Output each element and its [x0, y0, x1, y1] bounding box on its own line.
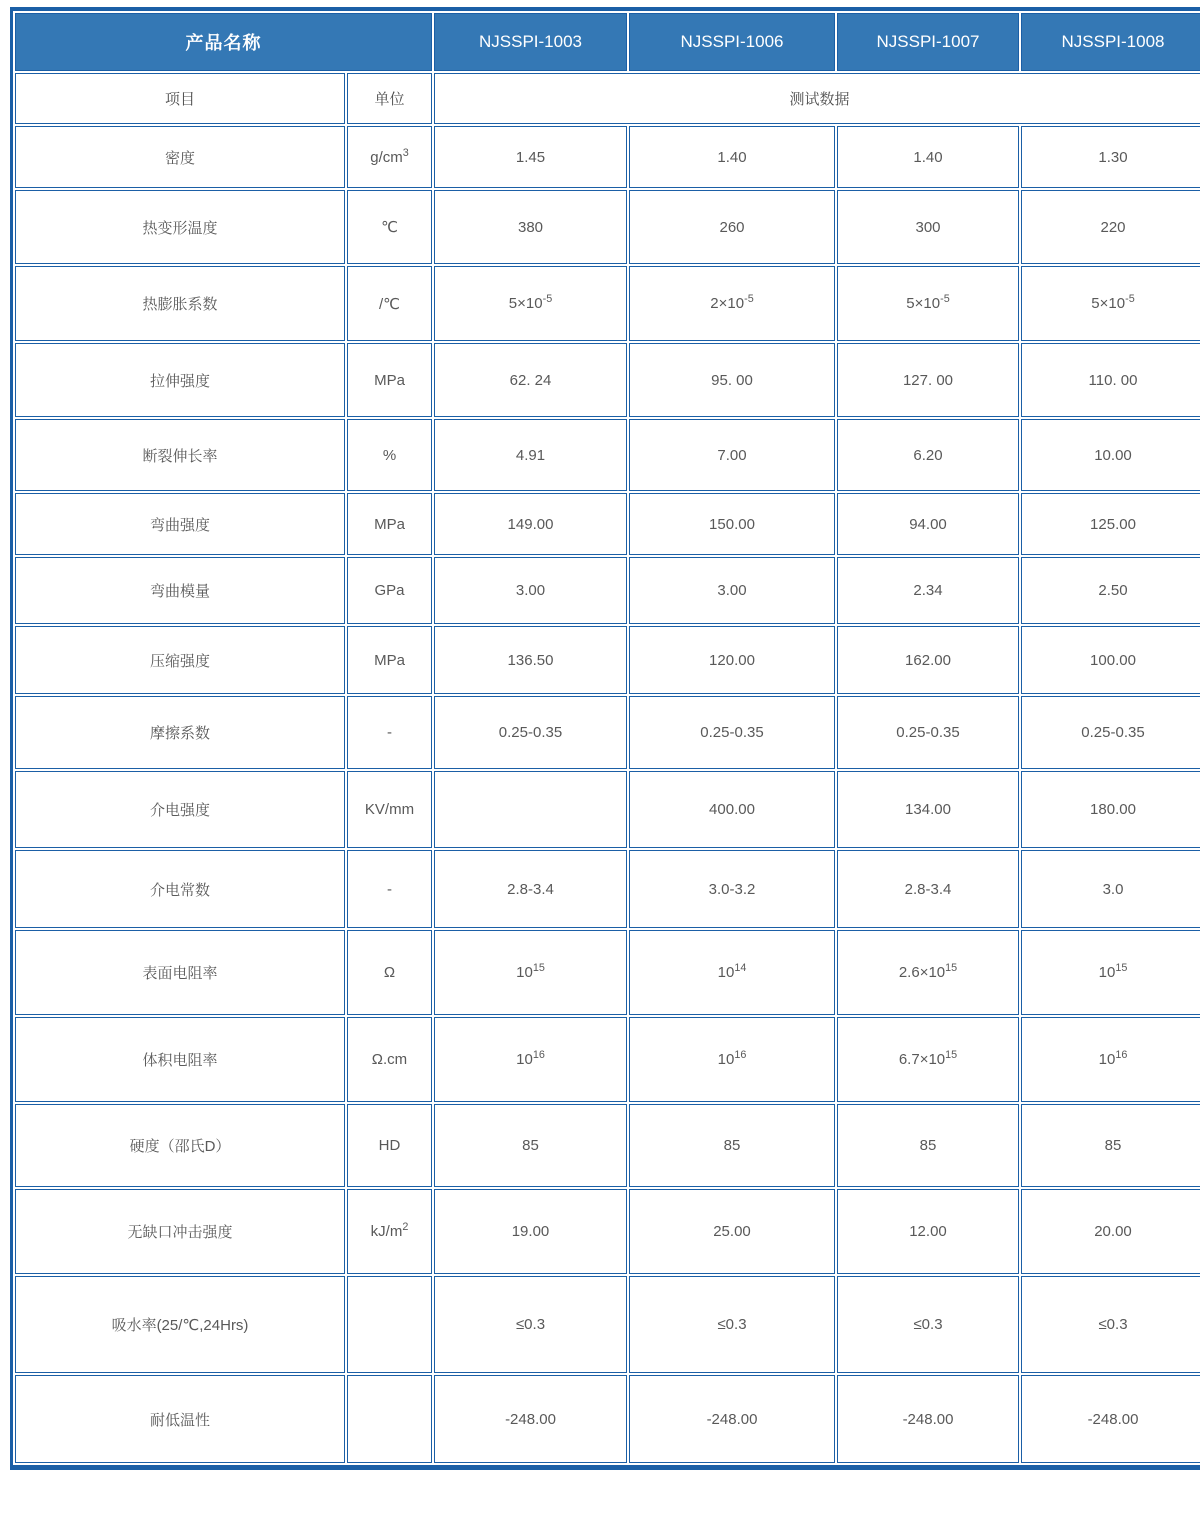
table-row: [15, 696, 1200, 769]
row-unit: -: [347, 850, 432, 928]
value-cell: 127. 00: [837, 343, 1019, 417]
row-unit: MPa: [347, 626, 432, 694]
value-cell: -248.00: [629, 1375, 835, 1463]
value-cell: ≤0.3: [837, 1276, 1019, 1373]
subheader-row: [15, 73, 1200, 124]
value-cell: ≤0.3: [629, 1276, 835, 1373]
value-cell: -248.00: [434, 1375, 627, 1463]
table-row: [15, 266, 1200, 341]
value-cell: 100.00: [1021, 626, 1200, 694]
value-cell: 3.0-3.2: [629, 850, 835, 928]
spec-table-body: [15, 126, 1200, 1463]
value-cell: 162.00: [837, 626, 1019, 694]
row-item-label: 介电强度: [15, 771, 345, 848]
table-row: [15, 126, 1200, 188]
value-cell: 85: [629, 1104, 835, 1187]
value-cell: [434, 771, 627, 848]
product-name-header: 产品名称: [15, 13, 432, 71]
value-cell: 125.00: [1021, 493, 1200, 555]
table-row: [15, 930, 1200, 1015]
table-row: [15, 493, 1200, 555]
value-cell: $10^{16}$: [629, 1017, 835, 1102]
value-cell: 0.25-0.35: [837, 696, 1019, 769]
row-unit: $kJ/m^2$: [347, 1189, 432, 1274]
row-item-label: 吸水率(25/℃,24Hrs): [15, 1276, 345, 1373]
value-cell: 1.40: [629, 126, 835, 188]
value-cell: 2.50: [1021, 557, 1200, 624]
value-cell: 2.34: [837, 557, 1019, 624]
row-unit: [347, 1276, 432, 1373]
value-cell: 94.00: [837, 493, 1019, 555]
value-cell: 85: [837, 1104, 1019, 1187]
row-item-label: 热变形温度: [15, 190, 345, 264]
value-cell: 25.00: [629, 1189, 835, 1274]
row-unit: HD: [347, 1104, 432, 1187]
row-item-label: 热膨胀系数: [15, 266, 345, 341]
value-cell: 0.25-0.35: [629, 696, 835, 769]
value-cell: 0.25-0.35: [434, 696, 627, 769]
value-cell: $5\times 10^{-5}$: [434, 266, 627, 341]
value-cell: 1.40: [837, 126, 1019, 188]
value-cell: $10^{15}$: [1021, 930, 1200, 1015]
row-item-label: 硬度（邵氏D）: [15, 1104, 345, 1187]
value-cell: $10^{16}$: [1021, 1017, 1200, 1102]
row-item-label: 耐低温性: [15, 1375, 345, 1463]
value-cell: 2.8-3.4: [434, 850, 627, 928]
unit-column-label: 单位: [347, 73, 432, 124]
row-unit: GPa: [347, 557, 432, 624]
value-cell: 3.0: [1021, 850, 1200, 928]
value-cell: ≤0.3: [1021, 1276, 1200, 1373]
table-row: [15, 419, 1200, 491]
row-item-label: 密度: [15, 126, 345, 188]
row-item-label: 摩擦系数: [15, 696, 345, 769]
value-cell: 180.00: [1021, 771, 1200, 848]
table-row: [15, 557, 1200, 624]
row-unit: $g/cm^3$: [347, 126, 432, 188]
row-item-label: 无缺口冲击强度: [15, 1189, 345, 1274]
row-item-label: 表面电阻率: [15, 930, 345, 1015]
value-cell: 6.20: [837, 419, 1019, 491]
product-header-col-3: NJSSPI-1007: [837, 13, 1019, 71]
value-cell: 260: [629, 190, 835, 264]
row-unit: -: [347, 696, 432, 769]
value-cell: 110. 00: [1021, 343, 1200, 417]
value-cell: 19.00: [434, 1189, 627, 1274]
product-header-col-1: NJSSPI-1003: [434, 13, 627, 71]
row-item-label: 断裂伸长率: [15, 419, 345, 491]
table-row: [15, 850, 1200, 928]
row-item-label: 压缩强度: [15, 626, 345, 694]
value-cell: 136.50: [434, 626, 627, 694]
table-row: [15, 343, 1200, 417]
value-cell: 1.45: [434, 126, 627, 188]
table-row: [15, 1104, 1200, 1187]
row-item-label: 介电常数: [15, 850, 345, 928]
value-cell: 380: [434, 190, 627, 264]
value-cell: 220: [1021, 190, 1200, 264]
value-cell: 400.00: [629, 771, 835, 848]
value-cell: $5\times 10^{-5}$: [837, 266, 1019, 341]
value-cell: ≤0.3: [434, 1276, 627, 1373]
value-cell: 20.00: [1021, 1189, 1200, 1274]
value-cell: $2.6\times 10^{15}$: [837, 930, 1019, 1015]
item-column-label: 项目: [15, 73, 345, 124]
row-unit: MPa: [347, 493, 432, 555]
value-cell: 12.00: [837, 1189, 1019, 1274]
value-cell: 1.30: [1021, 126, 1200, 188]
value-cell: $6.7\times 10^{15}$: [837, 1017, 1019, 1102]
row-unit: /℃: [347, 266, 432, 341]
value-cell: 150.00: [629, 493, 835, 555]
value-cell: 134.00: [837, 771, 1019, 848]
value-cell: $10^{14}$: [629, 930, 835, 1015]
row-unit: Ω.cm: [347, 1017, 432, 1102]
value-cell: 7.00: [629, 419, 835, 491]
value-cell: 149.00: [434, 493, 627, 555]
value-cell: $2\times 10^{-5}$: [629, 266, 835, 341]
row-item-label: 弯曲强度: [15, 493, 345, 555]
table-row: [15, 626, 1200, 694]
value-cell: 3.00: [629, 557, 835, 624]
table-row: [15, 1375, 1200, 1463]
table-row: [15, 1017, 1200, 1102]
table-row: [15, 1189, 1200, 1274]
value-cell: 2.8-3.4: [837, 850, 1019, 928]
spec-table: [10, 7, 1200, 1470]
row-unit: KV/mm: [347, 771, 432, 848]
row-unit: %: [347, 419, 432, 491]
value-cell: 0.25-0.35: [1021, 696, 1200, 769]
row-unit: [347, 1375, 432, 1463]
table-row: [15, 190, 1200, 264]
table-row: [15, 771, 1200, 848]
value-cell: 300: [837, 190, 1019, 264]
row-item-label: 拉伸强度: [15, 343, 345, 417]
row-unit: ℃: [347, 190, 432, 264]
value-cell: 4.91: [434, 419, 627, 491]
value-cell: 120.00: [629, 626, 835, 694]
value-cell: 85: [434, 1104, 627, 1187]
value-cell: 3.00: [434, 557, 627, 624]
table-row: [15, 1276, 1200, 1373]
value-cell: $5\times 10^{-5}$: [1021, 266, 1200, 341]
product-header-col-4: NJSSPI-1008: [1021, 13, 1200, 71]
product-header-col-2: NJSSPI-1006: [629, 13, 835, 71]
value-cell: 10.00: [1021, 419, 1200, 491]
row-item-label: 弯曲模量: [15, 557, 345, 624]
value-cell: $10^{15}$: [434, 930, 627, 1015]
value-cell: 62. 24: [434, 343, 627, 417]
test-data-label: 测试数据: [434, 73, 1200, 124]
value-cell: 85: [1021, 1104, 1200, 1187]
value-cell: -248.00: [1021, 1375, 1200, 1463]
row-item-label: 体积电阻率: [15, 1017, 345, 1102]
value-cell: 95. 00: [629, 343, 835, 417]
value-cell: $10^{16}$: [434, 1017, 627, 1102]
row-unit: MPa: [347, 343, 432, 417]
value-cell: -248.00: [837, 1375, 1019, 1463]
row-unit: Ω: [347, 930, 432, 1015]
header-row: [15, 13, 1200, 71]
